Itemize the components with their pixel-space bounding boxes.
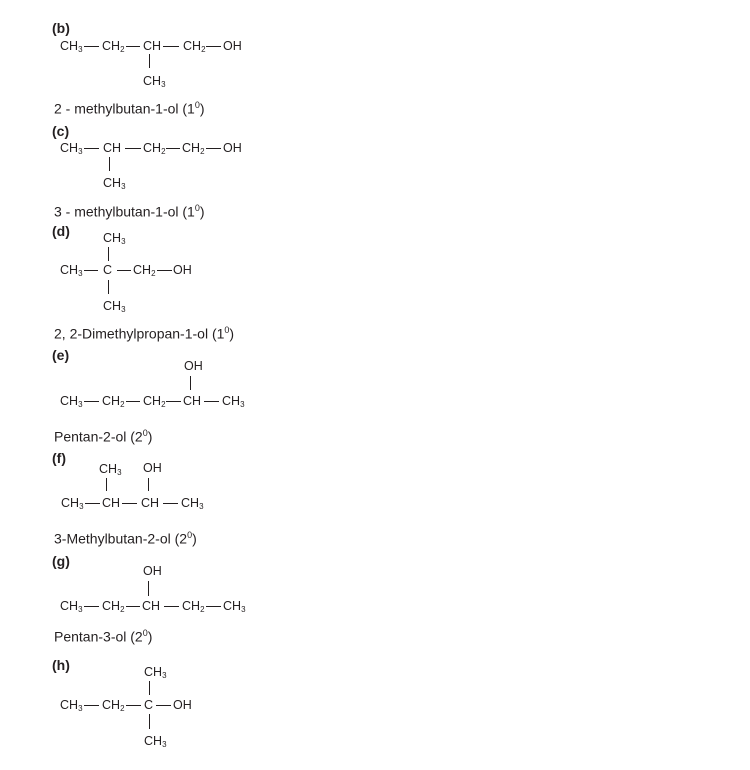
bond: [148, 478, 149, 491]
bond: [125, 148, 141, 149]
group: $CH_3$: [103, 231, 126, 246]
group: $CH_2$: [102, 39, 125, 54]
bond: [126, 401, 140, 402]
group: $CH_3$: [60, 141, 83, 156]
bond: [148, 581, 149, 596]
group: OH: [184, 359, 203, 373]
label-g: (g): [52, 553, 70, 569]
bond: [84, 148, 99, 149]
group: $CH_2$: [102, 599, 125, 614]
group: $CH_3$: [144, 734, 167, 749]
group: $CH_3$: [61, 496, 84, 511]
group: $CH_2$: [102, 394, 125, 409]
compound-name: 2 - methylbutan-1-ol $(1^0)$: [54, 100, 205, 117]
group: CH: [103, 141, 122, 155]
bond: [126, 606, 140, 607]
bond: [108, 247, 109, 261]
bond: [117, 270, 131, 271]
group: $CH_3$: [60, 599, 83, 614]
group: OH: [143, 564, 162, 578]
group: CH: [142, 599, 161, 613]
group: $CH_3$: [144, 665, 167, 680]
group: $CH_3$: [60, 39, 83, 54]
bond: [122, 503, 137, 504]
group: $CH_3$: [143, 74, 166, 89]
group: $CH_3$: [222, 394, 245, 409]
group: $CH_3$: [60, 698, 83, 713]
group: OH: [173, 263, 192, 277]
group: CH: [102, 496, 121, 510]
group: OH: [223, 39, 242, 53]
compound-name: Pentan-3-ol $(2^0)$: [54, 628, 153, 645]
label-h: (h): [52, 657, 70, 673]
bond: [149, 681, 150, 695]
bond: [84, 46, 99, 47]
group: $CH_2$: [183, 39, 206, 54]
group: $CH_2$: [143, 394, 166, 409]
group: $CH_2$: [182, 599, 205, 614]
label-f: (f): [52, 450, 66, 466]
bond: [106, 478, 107, 491]
group: $CH_3$: [103, 299, 126, 314]
bond: [126, 46, 140, 47]
group: $CH_3$: [60, 394, 83, 409]
group: CH: [143, 39, 162, 53]
compound-name: Pentan-2-ol $(2^0)$: [54, 428, 153, 445]
group: $CH_2$: [182, 141, 205, 156]
group: OH: [143, 461, 162, 475]
bond: [84, 270, 98, 271]
bond: [164, 606, 179, 607]
bond: [108, 280, 109, 294]
bond: [149, 54, 150, 68]
bond: [149, 714, 150, 729]
bond: [84, 606, 99, 607]
group: OH: [173, 698, 192, 712]
group: $CH_2$: [143, 141, 166, 156]
group: $CH_3$: [60, 263, 83, 278]
compound-name: 2, 2-Dimethylpropan-1-ol $(1^0)$: [54, 325, 235, 342]
group: $CH_3$: [99, 462, 122, 477]
bond: [126, 705, 141, 706]
bond: [206, 148, 221, 149]
bond: [166, 148, 180, 149]
label-c: (c): [52, 123, 70, 139]
label-e: (e): [52, 347, 70, 363]
group: C: [144, 698, 154, 712]
bond: [84, 401, 99, 402]
group: CH: [141, 496, 160, 510]
bond: [166, 401, 181, 402]
group: OH: [223, 141, 242, 155]
group: $CH_2$: [102, 698, 125, 713]
bond: [163, 46, 179, 47]
group: CH: [183, 394, 202, 408]
group: $CH_3$: [223, 599, 246, 614]
label-d: (d): [52, 223, 70, 239]
bond: [157, 270, 172, 271]
compound-name: 3-Methylbutan-2-ol $(2^0)$: [54, 530, 197, 547]
group: $CH_3$: [103, 176, 126, 191]
group: $CH_2$: [133, 263, 156, 278]
bond: [85, 503, 100, 504]
bond: [84, 705, 99, 706]
bond: [156, 705, 171, 706]
bond: [204, 401, 219, 402]
bond: [190, 376, 191, 390]
bond: [206, 606, 221, 607]
bond: [109, 157, 110, 171]
compound-name: 3 - methylbutan-1-ol $(1^0)$: [54, 203, 205, 220]
bond: [163, 503, 178, 504]
label-b: (b): [52, 20, 70, 36]
group: $CH_3$: [181, 496, 204, 511]
bond: [206, 46, 221, 47]
group: C: [103, 263, 113, 277]
